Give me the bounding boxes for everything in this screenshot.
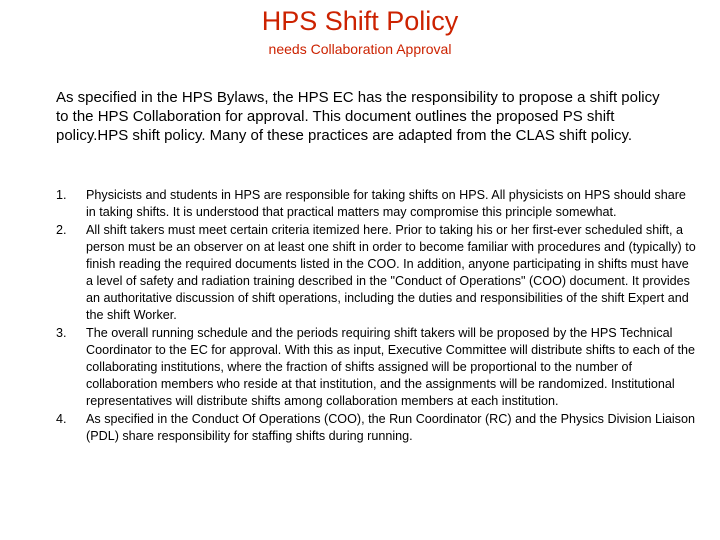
list-item-text: The overall running schedule and the periods requiring shift takers will be proposed by the HPS Technical Coordinator to the EC for approval. With this as input, Executive Committee will distribute shifts to each of the collaborating institutions, where the fraction of shifts assigned will be proportional to the number of collaboration members who reside at that institution, and the assignments will be randomized. Institutional representatives will distribute shifts among collaboration members at each institution. [86, 326, 695, 408]
list-item-number: 4. [56, 412, 67, 426]
list-item-number: 3. [56, 326, 67, 340]
list-item-number: 1. [56, 188, 67, 202]
list-item [56, 325, 696, 410]
list-item-number: 2. [56, 223, 67, 237]
list-item-text: Physicists and students in HPS are responsible for taking shifts on HPS. All physicists on HPS should share in taking shifts. It is understood that practical matters may compromise this principle somewhat. [86, 188, 686, 219]
page-title: HPS Shift Policy [261, 6, 459, 36]
list-item-text: As specified in the Conduct Of Operations (COO), the Run Coordinator (RC) and the Physics Division Liaison (PDL) share responsibility for staffing shifts during running. [86, 412, 695, 443]
list-item [56, 187, 696, 221]
intro-paragraph: As specified in the HPS Bylaws, the HPS EC has the responsibility to propose a shift policy to the HPS Collaboration for approval. This document outlines the proposed PS shift policy.HPS shift policy. Many of these practices are adapted from the CLAS shift policy. [56, 89, 660, 144]
page-subtitle: needs Collaboration Approval [268, 41, 452, 57]
list-item [56, 222, 696, 324]
policy-list [56, 187, 696, 446]
list-item-text: All shift takers must meet certain criteria itemized here. Prior to taking his or her first-ever scheduled shift, a person must be an observer on at least one shift in order to become familiar with procedures and (typically) to finish reading the required documents listed in the COO. In addition, anyone participating in shifts must have a level of safety and radiation training described in the "Conduct of Operations" (COO) document. It provides an authoritative discussion of shift operations, including the duties and responsibilities of the shift Expert and the shift Worker. [86, 223, 696, 322]
list-item [56, 411, 696, 445]
